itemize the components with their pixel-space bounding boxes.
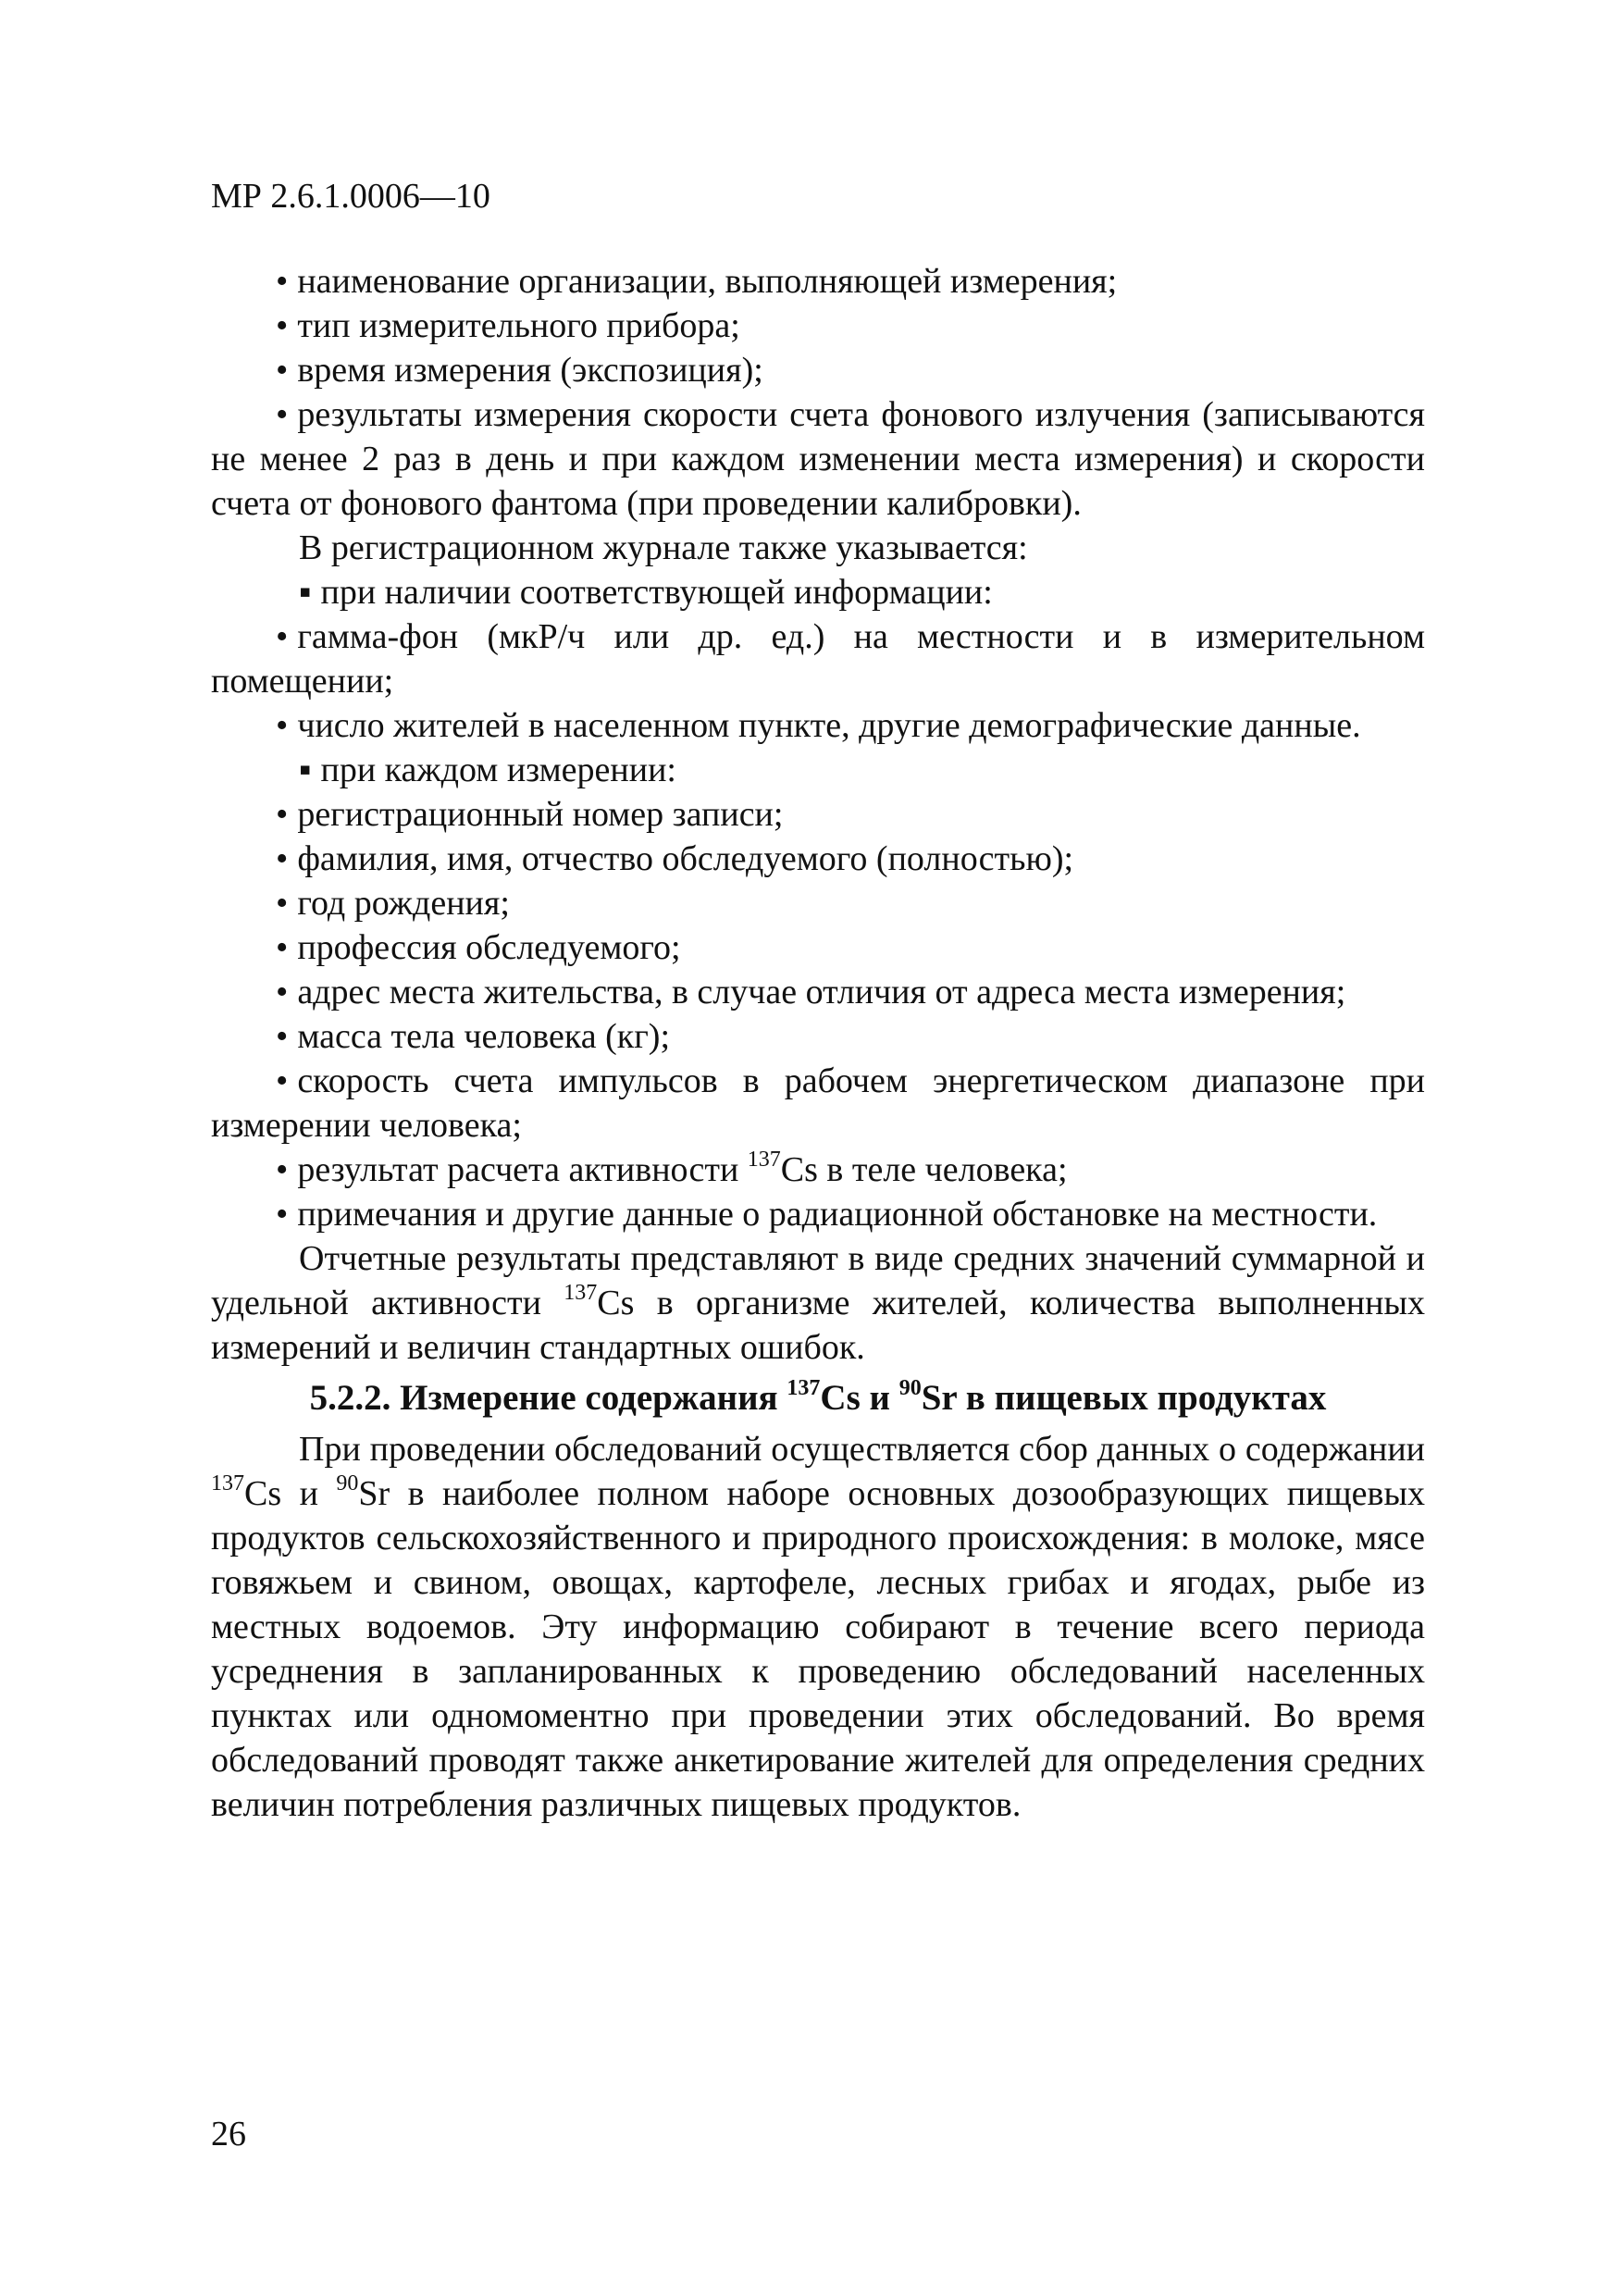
list-item: • число жителей в населенном пункте, другие демографические данные.: [211, 703, 1425, 748]
square-bullet-icon: ▪: [299, 573, 312, 612]
bullet-icon: •: [276, 839, 289, 878]
list-item: • примечания и другие данные о радиационной обстановке на местности.: [211, 1192, 1425, 1236]
document-code: МР 2.6.1.0006—10: [211, 177, 490, 216]
isotope-mass-number: 137: [787, 1376, 821, 1400]
bullet-icon: •: [276, 1061, 289, 1100]
list-item: • тип измерительного прибора;: [211, 304, 1425, 348]
bullet-icon: •: [276, 395, 289, 434]
bullet-icon: •: [276, 973, 289, 1011]
list-item: • масса тела человека (кг);: [211, 1014, 1425, 1059]
report-paragraph: Отчетные результаты представляют в виде средних значений суммарной и удельной активности $^{137}$Cs в организме жителей, количества выполненных измерений и величин стандартных ошибок.: [211, 1239, 1425, 1367]
food-paragraph: При проведении обследований осуществляется сбор данных о содержании $^{137}$Cs и $^{90}$Sr в наиболее полном наборе основных дозообразующих пищевых продуктов сельскохозяйственного и природного происхождения: в молоке, мясе говяжьем и свином, овощах, картофеле, лесных грибах и ягодах, рыбе из местных водоемов. Эту информацию собирают в течение всего периода усреднения в запланированных к проведению обследований населенных пунктах или одномоментно при проведении этих обследований. Во время обследований проводят также анкетирование жителей для определения средних величин потребления различных пищевых продуктов.: [211, 1430, 1425, 1824]
isotope-mass-number: 137: [564, 1281, 598, 1306]
list-item: • результаты измерения скорости счета фонового излучения (записываются не менее 2 раз в день и при каждом изменении места измерения) и скорости счета от фонового фантома (при проведении калибровки).: [211, 392, 1425, 526]
isotope-mass-number: 137: [747, 1148, 781, 1173]
bullet-icon: •: [276, 928, 289, 967]
list-item: • гамма-фон (мкР/ч или др. ед.) на местности и в измерительном помещении;: [211, 614, 1425, 703]
list-item: • наименование организации, выполняющей измерения;: [211, 259, 1425, 304]
bullet-icon: •: [276, 706, 289, 745]
journal-intro: В регистрационном журнале также указывается:: [299, 528, 1028, 567]
list-item: • регистрационный номер записи;: [211, 792, 1425, 837]
isotope-mass-number: 90: [898, 1376, 922, 1400]
list-item: • профессия обследуемого;: [211, 925, 1425, 970]
document-page: [211, 174, 1425, 1827]
list-item: • год рождения;: [211, 881, 1425, 925]
section-heading: 5.2.2. Измерение содержания $^{137}$Cs и $^{90}$Sr в пищевых продуктах: [309, 1376, 1327, 1418]
list-item: • адрес места жительства, в случае отличия от адреса места измерения;: [211, 970, 1425, 1014]
group-title-measurement: ▪ при каждом измерении:: [211, 748, 1425, 792]
bullet-icon: •: [276, 306, 289, 345]
isotope-mass-number: 137: [211, 1471, 244, 1496]
list-item: • скорость счета импульсов в рабочем энергетическом диапазоне при измерении человека;: [211, 1059, 1425, 1148]
list-item: • фамилия, имя, отчество обследуемого (полностью);: [211, 837, 1425, 881]
list-item-cs-activity: • результат расчета активности $^{137}$Cs в теле человека;: [211, 1148, 1425, 1192]
list-item: • время измерения (экспозиция);: [211, 348, 1425, 392]
page-number: 26: [211, 2115, 246, 2153]
bullet-icon: •: [276, 1195, 289, 1234]
bullet-icon: •: [276, 884, 289, 923]
bullet-icon: •: [276, 1017, 289, 1056]
bullet-icon: •: [276, 617, 289, 656]
isotope-mass-number: 90: [336, 1471, 359, 1496]
bullet-icon: •: [276, 262, 289, 301]
group-title-info: ▪ при наличии соответствующей информации:: [211, 570, 1425, 614]
square-bullet-icon: ▪: [299, 751, 312, 789]
bullet-icon: •: [276, 1150, 289, 1189]
bullet-icon: •: [276, 795, 289, 834]
bullet-icon: •: [276, 351, 289, 390]
